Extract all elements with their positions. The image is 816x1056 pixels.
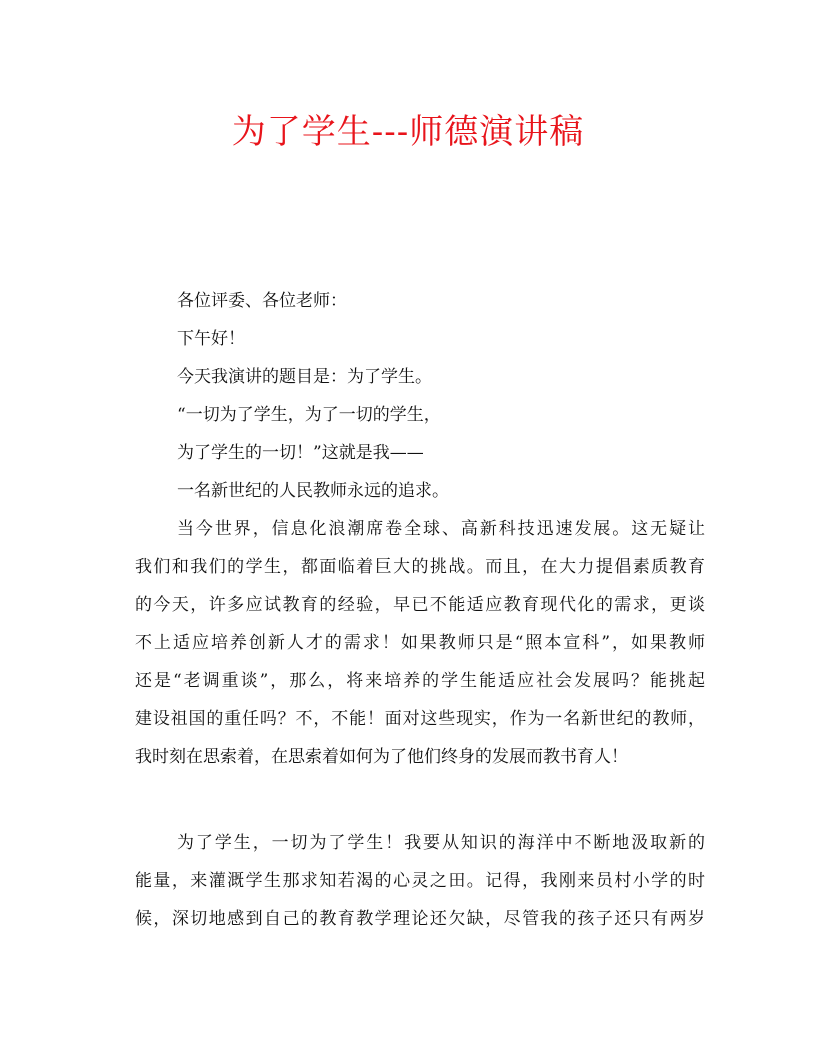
paragraph-line: 当今世界，信息化浪潮席卷全球、高新科技迅速发展。这无疑让 xyxy=(177,519,705,539)
paragraph-line: 为了学生，一切为了学生！我要从知识的海洋中不断地汲取新的 xyxy=(177,833,705,853)
opening-line-topic: 今天我演讲的题目是：为了学生。 xyxy=(177,367,432,387)
paragraph-line: 还是“老调重谈”，那么，将来培养的学生能适应社会发展吗？能挑起 xyxy=(135,671,705,691)
paragraph-line: 我时刻在思索着，在思索着如何为了他们终身的发展而教书育人！ xyxy=(135,747,628,767)
paragraph-line: 我们和我们的学生，都面临着巨大的挑战。而且，在大力提倡素质教育 xyxy=(135,557,705,577)
opening-line-quote-2: 为了学生的一切！”这就是我—— xyxy=(177,443,424,463)
opening-block xyxy=(177,282,707,510)
opening-line-quote-1: “一切为了学生，为了一切的学生， xyxy=(177,405,441,425)
opening-line-salutation: 各位评委、各位老师： xyxy=(177,291,347,311)
opening-line-quote-3: 一名新世纪的人民教师永远的追求。 xyxy=(177,481,449,501)
paragraph-line: 不上适应培养创新人才的需求！如果教师只是“照本宣科”，如果教师 xyxy=(135,633,705,653)
paragraph-line: 的今天，许多应试教育的经验，早已不能适应教育现代化的需求，更谈 xyxy=(135,595,705,615)
paragraph-line: 候，深切地感到自己的教育教学理论还欠缺，尽管我的孩子还只有两岁 xyxy=(135,909,705,929)
opening-line-greeting: 下午好！ xyxy=(177,329,245,349)
paragraph-line: 能量，来灌溉学生那求知若渴的心灵之田。记得，我刚来员村小学的时 xyxy=(135,871,705,891)
paragraph-1 xyxy=(135,510,705,776)
paragraph-2 xyxy=(135,824,705,938)
paragraph-line: 建设祖国的重任吗？不，不能！面对这些现实，作为一名新世纪的教师， xyxy=(135,709,705,729)
document-title: 为了学生---师德演讲稿 xyxy=(231,112,585,152)
